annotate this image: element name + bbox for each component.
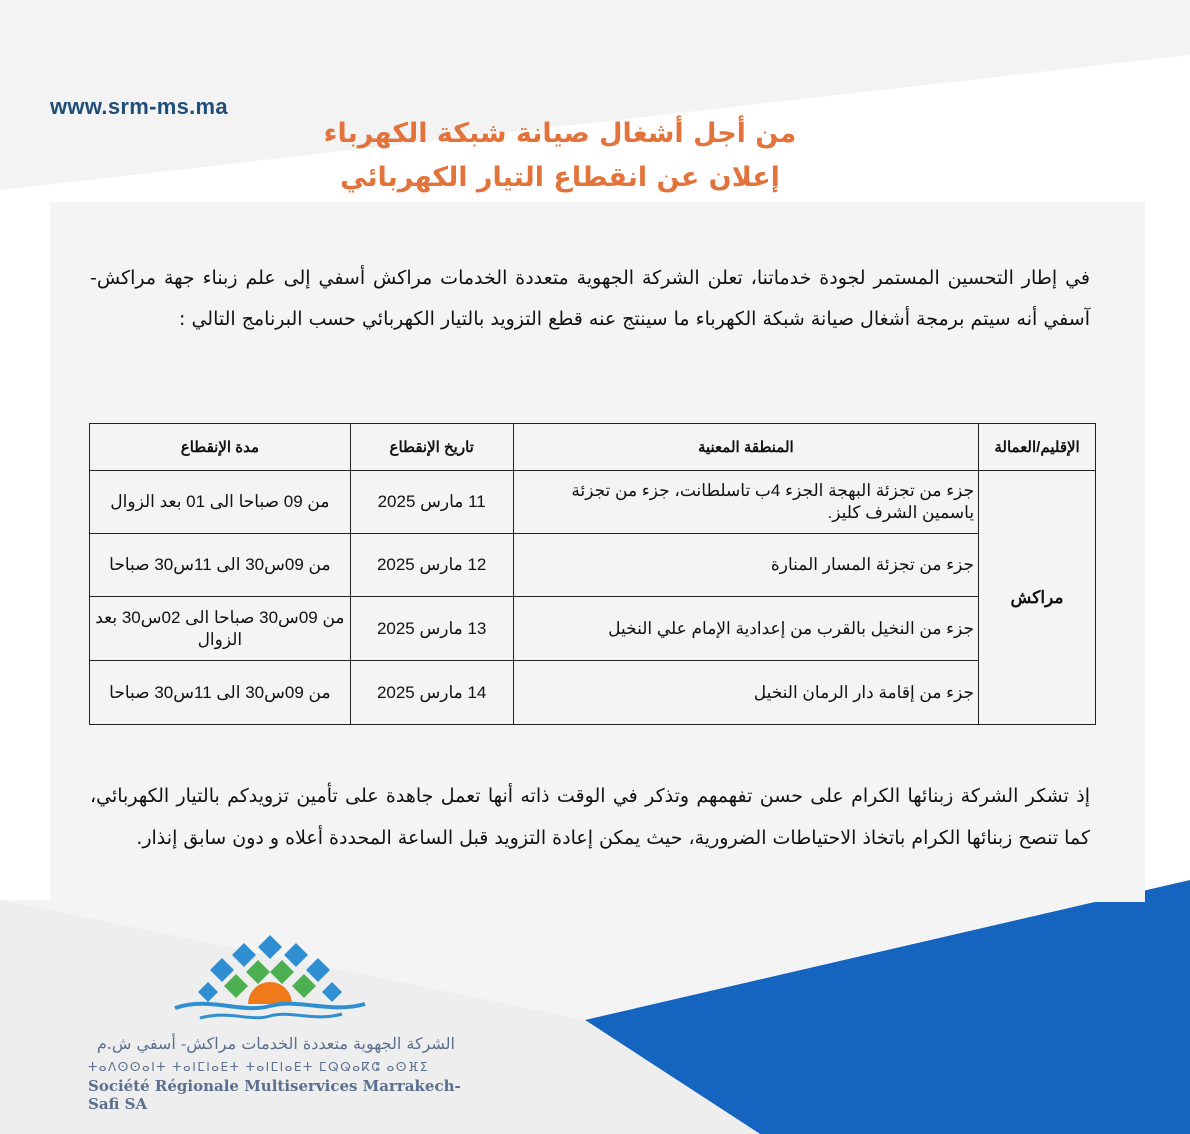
outage-schedule-table	[89, 423, 1096, 725]
area-cell: جزء من تجزئة المسار المنارة	[513, 534, 978, 597]
header-duration: مدة الإنقطاع	[90, 424, 351, 471]
table-header-row	[90, 424, 1096, 471]
region-cell: مراكش	[979, 471, 1096, 725]
header-region: الإقليم/العمالة	[979, 424, 1096, 471]
table-row	[90, 661, 1096, 725]
header-area: المنطقة المعنية	[513, 424, 978, 471]
website-url[interactable]: www.srm-ms.ma	[50, 94, 228, 119]
intro-paragraph: في إطار التحسين المستمر لجودة خدماتنا، تعلن الشركة الجهوية متعددة الخدمات مراكش أسفي إلى علم زبناء جهة مراكش- آسفي أنه سيتم برمجة أشغال صيانة شبكة الكهرباء ما سينتج عنه قطع التزويد بالتيار الكهربائي حسب البرنامج التالي :	[90, 267, 1090, 330]
company-name-arabic: الشركة الجهوية متعددة الخدمات مراكش- أسفي ش.م	[96, 1034, 455, 1053]
logo-mosaic	[198, 935, 342, 1004]
table-row	[90, 534, 1096, 597]
closing-paragraph: إذ تشكر الشركة زبنائها الكرام على حسن تفهمهم وتذكر في الوقت ذاته أنها تعمل جاهدة على تأمين تزويدكم بالتيار الكهربائي، كما تنصح زبنائها الكرام باتخاذ الاحتياطات الضرورية، حيث يمكن إعادة التزويد قبل الساعة المحددة أعلاه و دون سابق إنذار.	[90, 785, 1090, 849]
duration-cell: من 09س30 الى 11س30 صباحا	[90, 534, 351, 597]
date-cell: 11 مارس 2025	[350, 471, 513, 534]
company-name-tifinagh: ⵜⴰⴷⵙⵙⴰⵏⵜ ⵜⴰⵏⵎⵏⴰⴹⵜ ⵜⴰⵏⵎⵏⴰⴹⵜ ⵎⵕⵕⴰⴽⵛ ⴰⵙⴼⵉ	[88, 1060, 429, 1074]
date-cell: 12 مارس 2025	[350, 534, 513, 597]
logo-wave-2	[200, 1014, 342, 1018]
company-logo-icon	[170, 930, 370, 1025]
area-cell: جزء من تجزئة البهجة الجزء 4ب تاسلطانت، جزء من تجزئة ياسمين الشرف كليز.	[513, 471, 978, 534]
table-row	[90, 597, 1096, 661]
logo-wave-1	[175, 1004, 365, 1008]
date-cell: 14 مارس 2025	[350, 661, 513, 725]
duration-cell: من 09 صباحا الى 01 بعد الزوال	[90, 471, 351, 534]
header-date: تاريخ الإنقطاع	[350, 424, 513, 471]
duration-cell: من 09س30 الى 11س30 صباحا	[90, 661, 351, 725]
area-cell: جزء من النخيل بالقرب من إعدادية الإمام علي النخيل	[513, 597, 978, 661]
announcement-titles	[300, 112, 820, 200]
date-cell: 13 مارس 2025	[350, 597, 513, 661]
table-row	[90, 471, 1096, 534]
area-cell: جزء من إقامة دار الرمان النخيل	[513, 661, 978, 725]
title-line-1: من أجل أشغال صيانة شبكة الكهرباء	[323, 118, 797, 149]
title-line-2: إعلان عن انقطاع التيار الكهربائي	[340, 162, 780, 193]
company-name-french: Société Régionale Multiservices Marrakech-Safi SA	[88, 1077, 461, 1113]
duration-cell: من 09س30 صباحا الى 02س30 بعد الزوال	[90, 597, 351, 661]
